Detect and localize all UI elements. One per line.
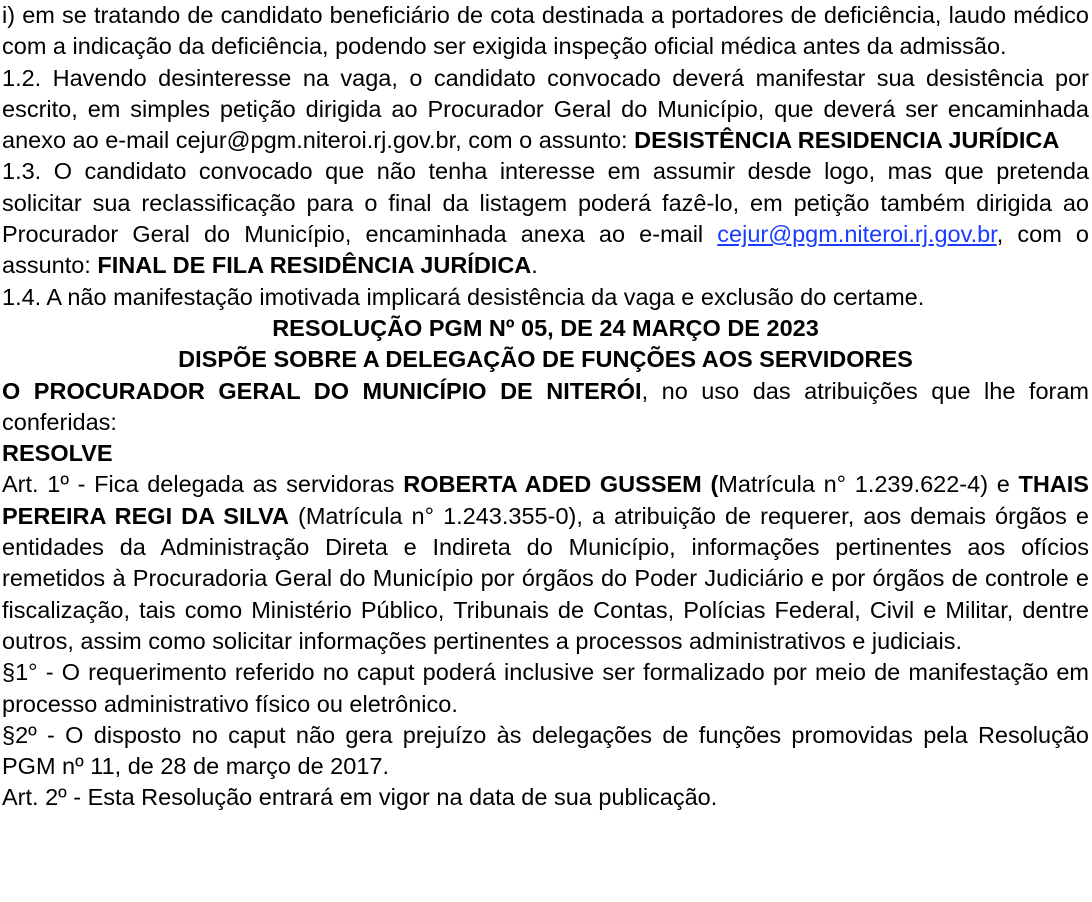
- article-1-registration-1: Matrícula n° 1.239.622-4) e: [718, 471, 1019, 498]
- item-1-3-subject: FINAL DE FILA RESIDÊNCIA JURÍDICA: [97, 252, 532, 279]
- item-i-text: i) em se tratando de candidato beneficiário de cota destinada a portadores de deficiência, laudo médico com a indicação da deficiência, podendo ser exigida inspeção oficial médica antes da admissão.: [2, 2, 1089, 60]
- item-i-paragraph: [2, 0, 1089, 63]
- article-1-name-1: ROBERTA ADED GUSSEM (: [403, 471, 719, 498]
- article-1-intro: Art. 1º - Fica delegada as servidoras: [2, 471, 404, 498]
- item-1-4-paragraph: [2, 282, 1089, 313]
- item-1-3-end: .: [531, 252, 538, 279]
- article-1-body: (Matrícula n° 1.243.355-0), a atribuição de requerer, aos demais órgãos e entidades da Administração Direta e Indireta do Município, informações pertinentes aos ofícios remetidos à Procuradoria Geral do Município por órgãos do Poder Judiciário e por órgãos de controle e fiscalização, tais como Ministério Público, Tribunais de Contas, Polícias Federal, Civil e Militar, dentre outros, assim como solicitar informações pertinentes a processos administrativos e judiciais.: [2, 502, 1089, 654]
- resolution-title: RESOLUÇÃO PGM Nº 05, DE 24 MARÇO DE 2023: [272, 314, 819, 341]
- preamble-authority: O PROCURADOR GERAL DO MUNICÍPIO DE NITERÓI: [2, 377, 642, 404]
- item-1-2-subject: DESISTÊNCIA RESIDENCIA JURÍDICA: [634, 127, 1060, 154]
- item-1-3-paragraph: [2, 156, 1089, 281]
- resolve-heading: RESOLVE: [2, 440, 113, 467]
- preamble-rest: , no uso das atribuições que lhe foram conferidas:: [2, 377, 1090, 435]
- resolution-subtitle: DISPÕE SOBRE A DELEGAÇÃO DE FUNÇÕES AOS SERVIDORES: [178, 346, 913, 373]
- email-link[interactable]: cejur@pgm.niteroi.rj.gov.br: [717, 221, 997, 248]
- preamble-paragraph: [2, 376, 1089, 439]
- article-1-name-2: THAIS PEREIRA REGI DA SILVA: [2, 471, 1089, 529]
- item-1-4-text: 1.4. A não manifestação imotivada implicará desistência da vaga e exclusão do certame.: [2, 283, 925, 310]
- paragraph-2: §2º - O disposto no caput não gera prejuízo às delegações de funções promovidas pela Resolução PGM nº 11, de 28 de março de 2017.: [2, 721, 1089, 780]
- item-1-2-text: 1.2. Havendo desinteresse na vaga, o candidato convocado deverá manifestar sua desistência por escrito, em simples petição dirigida ao Procurador Geral do Município, que deverá ser encaminhada anexo ao e-mail cejur@pgm.niteroi.rj.gov.br, com o assunto:: [2, 64, 1089, 154]
- item-1-3-text: 1.3. O candidato convocado que não tenha interesse em assumir desde logo, mas que pretenda solicitar sua reclassificação para o final da listagem poderá fazê-lo, em petição também dirigida ao Procurador Geral do Município, encaminhada anexa ao e-mail: [2, 158, 1089, 248]
- article-1-paragraph: [2, 469, 1089, 657]
- item-1-3-mid: , com o assunto:: [2, 221, 1089, 279]
- item-1-2-paragraph: [2, 63, 1089, 157]
- article-2-paragraph: Art. 2º - Esta Resolução entrará em vigor na data de sua publicação.: [2, 784, 718, 811]
- paragraph-1: §1° - O requerimento referido no caput poderá inclusive ser formalizado por meio de manifestação em processo administrativo físico ou eletrônico.: [2, 659, 1089, 717]
